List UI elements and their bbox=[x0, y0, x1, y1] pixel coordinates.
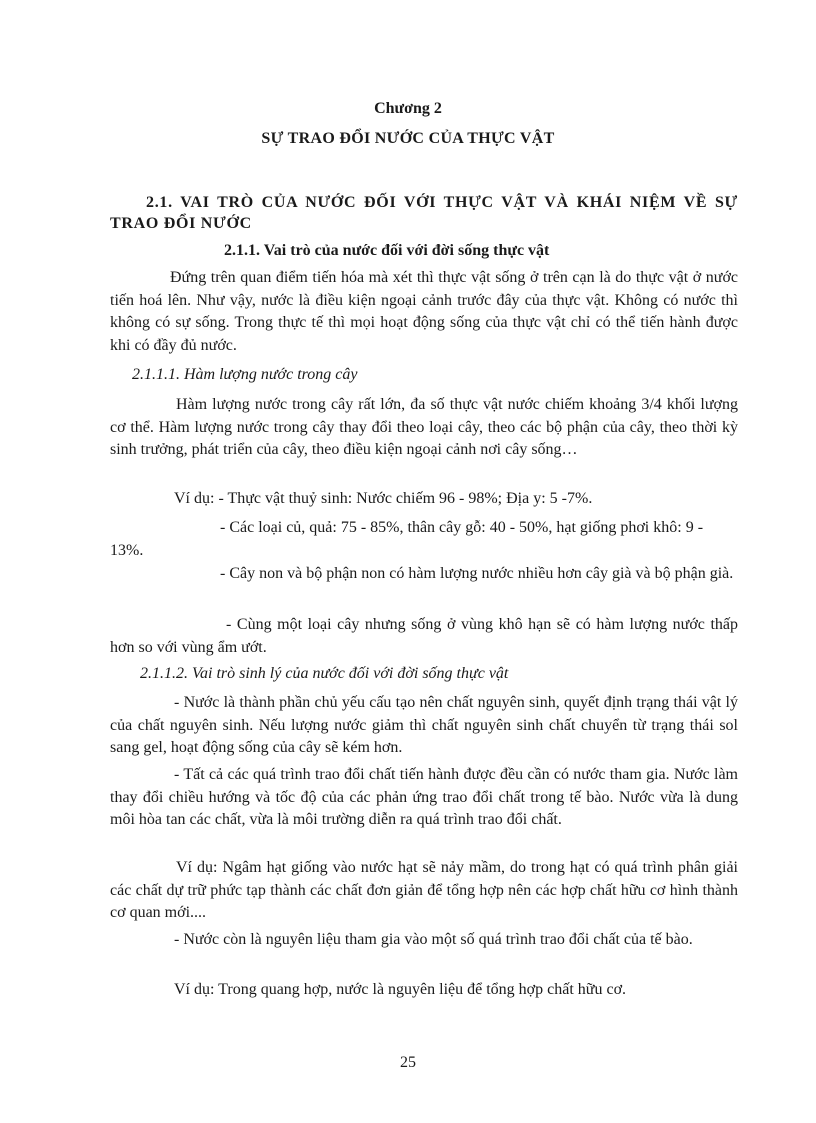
subsubsection-heading-2-1-1-2: 2.1.1.2. Vai trò sinh lý của nước đối với đời sống thực vật bbox=[140, 665, 509, 682]
role-paragraph-1: - Nước là thành phần chủ yếu cấu tạo nên chất nguyên sinh, quyết định trạng thái vật lý của chất nguyên sinh. Nếu lượng nước giảm thì chất nguyên sinh chất chuyển từ trạng thái sol sang gel, hoạt động sống của cây sẽ kém hơn. bbox=[110, 694, 738, 756]
example-line-1: Ví dụ: - Thực vật thuỷ sinh: Nước chiếm 96 - 98%; Địa y: 5 -7%. bbox=[174, 490, 593, 507]
intro-paragraph: Đứng trên quan điểm tiến hóa mà xét thì thực vật sống ở trên cạn là do thực vật ở nước tiến hoá lên. Như vậy, nước là điều kiện ngoại cảnh trước đây của thực vật. Không có nước thì không có sự sống. Trong thực tế thì mọi hoạt động sống của thực vật chỉ có thể tiến hành được khi có đầy đủ nước. bbox=[110, 269, 738, 354]
water-content-paragraph: Hàm lượng nước trong cây rất lớn, đa số thực vật nước chiếm khoảng 3/4 khối lượng cơ thể. Hàm lượng nước trong cây thay đổi theo loại cây, theo các bộ phận của cây, theo thời kỳ sinh trưởng, phát triển của cây, theo điều kiện ngoại cảnh nơi cây sống… bbox=[110, 396, 738, 458]
role-paragraph-4: - Nước còn là nguyên liệu tham gia vào một số quá trình trao đổi chất của tế bào. bbox=[174, 931, 693, 948]
chapter-title: SỰ TRAO ĐỔI NƯỚC CỦA THỰC VẬT bbox=[261, 130, 555, 147]
subsection-heading-2-1-1: 2.1.1. Vai trò của nước đối với đời sống thực vật bbox=[224, 242, 550, 259]
chapter-label: Chương 2 bbox=[374, 100, 442, 117]
role-paragraph-2: - Tất cả các quá trình trao đổi chất tiến hành được đều cần có nước tham gia. Nước làm thay đổi chiều hướng và tốc độ của các phản ứng trao đổi chất trong tế bào. Nước vừa là dung môi hòa tan các chất, vừa là môi trường diễn ra quá trình trao đổi chất. bbox=[110, 766, 738, 828]
example-line-3: - Cây non và bộ phận non có hàm lượng nước nhiều hơn cây già và bộ phận già. bbox=[220, 565, 734, 582]
example-line-4: - Cùng một loại cây nhưng sống ở vùng khô hạn sẽ có hàm lượng nước thấp hơn so với vùng ẩm ướt. bbox=[110, 616, 738, 656]
subsubsection-heading-2-1-1-1: 2.1.1.1. Hàm lượng nước trong cây bbox=[132, 366, 358, 383]
page-number: 25 bbox=[400, 1054, 416, 1071]
role-paragraph-5: Ví dụ: Trong quang hợp, nước là nguyên liệu để tổng hợp chất hữu cơ. bbox=[174, 981, 627, 998]
role-paragraph-3: Ví dụ: Ngâm hạt giống vào nước hạt sẽ nảy mầm, do trong hạt có quá trình phân giải các chất dự trữ phức tạp thành các chất đơn giản để tổng hợp nên các hợp chất hữu cơ hình thành cơ quan mới.... bbox=[110, 859, 738, 921]
example-line-2: - Các loại củ, quả: 75 - 85%, thân cây gỗ: 40 - 50%, hạt giống phơi khô: 9 - 13%. bbox=[110, 519, 704, 559]
section-heading-2-1: 2.1. VAI TRÒ CỦA NƯỚC ĐỐI VỚI THỰC VẬT VÀ KHÁI NIỆM VỀ SỰ TRAO ĐỔI NƯỚC bbox=[110, 194, 738, 232]
